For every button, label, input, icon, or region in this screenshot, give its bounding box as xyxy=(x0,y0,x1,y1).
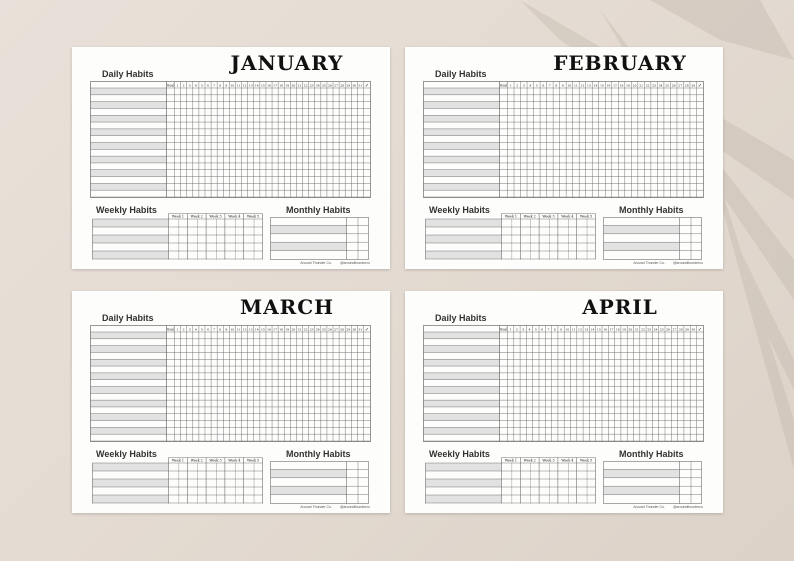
day-number: 24 xyxy=(658,83,663,88)
day-number: 9 xyxy=(560,327,563,332)
daily-habit-row[interactable] xyxy=(424,400,500,407)
day-number: 17 xyxy=(609,327,614,332)
daily-grid-svg xyxy=(423,325,704,442)
daily-habit-row[interactable] xyxy=(91,170,167,177)
day-number: 1 xyxy=(509,327,512,332)
monthly-habits-grid xyxy=(270,217,369,265)
day-number: 13 xyxy=(584,327,589,332)
day-number: 21 xyxy=(634,327,639,332)
day-number: 27 xyxy=(672,327,677,332)
day-number: 27 xyxy=(334,83,338,88)
sheet-january xyxy=(72,47,390,269)
day-number: 7 xyxy=(213,327,216,332)
day-number: 16 xyxy=(267,83,271,88)
day-number: 28 xyxy=(340,83,345,88)
day-number: 15 xyxy=(260,327,265,332)
day-number: 21 xyxy=(639,83,644,88)
day-number: 28 xyxy=(684,83,689,88)
day-number: 19 xyxy=(622,327,626,332)
day-number: 10 xyxy=(230,83,235,88)
daily-habit-row[interactable] xyxy=(91,414,167,421)
daily-habits-label: Daily Habits xyxy=(102,313,154,323)
day-number: 12 xyxy=(580,83,585,88)
weekly-habits-grid xyxy=(425,457,596,509)
day-number: 22 xyxy=(641,327,645,332)
daily-habit-row[interactable] xyxy=(91,387,167,394)
day-number: 4 xyxy=(194,83,197,88)
weekly-habit-row[interactable] xyxy=(93,235,169,243)
check-icon: ✓ xyxy=(364,83,370,89)
monthly-habit-row[interactable] xyxy=(604,469,680,477)
monthly-habit-row[interactable] xyxy=(604,225,680,233)
day-number: 23 xyxy=(647,327,652,332)
week-header: Week 1 xyxy=(504,458,517,463)
daily-habit-row[interactable] xyxy=(91,359,167,366)
day-number: 6 xyxy=(207,327,209,332)
week-header: Week 2 xyxy=(523,458,536,463)
day-number: 2 xyxy=(516,83,519,88)
day-number: 4 xyxy=(194,327,197,332)
daily-habit-row[interactable] xyxy=(91,115,167,122)
daily-habit-row[interactable] xyxy=(424,183,500,190)
day-number: 3 xyxy=(522,327,525,332)
day-number: 6 xyxy=(207,83,209,88)
day-number: 8 xyxy=(555,83,558,88)
day-number: 26 xyxy=(328,83,332,88)
day-number: 13 xyxy=(248,83,253,88)
day-number: 18 xyxy=(619,83,624,88)
monthly-grid-svg xyxy=(603,461,702,504)
day-number: 1 xyxy=(509,83,512,88)
day-number: 27 xyxy=(334,327,338,332)
day-number: 25 xyxy=(665,83,670,88)
daily-habit-row[interactable] xyxy=(424,143,500,150)
daily-habit-row[interactable] xyxy=(91,88,167,95)
weekly-habits-grid xyxy=(425,213,596,265)
daily-habit-row[interactable] xyxy=(91,129,167,136)
day-number: 5 xyxy=(200,327,203,332)
day-number: 20 xyxy=(291,83,296,88)
sheet-april xyxy=(405,291,723,513)
day-number: 17 xyxy=(273,83,278,88)
weekly-habit-row[interactable] xyxy=(426,479,502,487)
day-number: 29 xyxy=(346,83,351,88)
day-number: 31 xyxy=(358,327,363,332)
daily-habit-row[interactable] xyxy=(424,373,500,380)
week-header: Week 2 xyxy=(190,458,203,463)
daily-habit-row[interactable] xyxy=(424,414,500,421)
weekly-grid-svg xyxy=(425,457,596,504)
weekly-habit-row[interactable] xyxy=(426,235,502,243)
daily-habit-row[interactable] xyxy=(91,332,167,339)
weekly-habits-label: Weekly Habits xyxy=(429,205,490,215)
day-number: 30 xyxy=(352,83,357,88)
day-number: 9 xyxy=(561,83,564,88)
goal-header: Goal xyxy=(166,83,175,88)
day-number: 18 xyxy=(279,327,284,332)
monthly-habit-row[interactable] xyxy=(271,242,347,250)
day-number: 20 xyxy=(628,327,633,332)
day-number: 23 xyxy=(652,83,657,88)
brand-name: Around Thunder Co. xyxy=(300,261,332,265)
monthly-grid-svg xyxy=(270,461,369,504)
weekly-grid-svg xyxy=(425,213,596,260)
day-number: 29 xyxy=(346,327,351,332)
week-header: Week 2 xyxy=(190,214,203,219)
day-number: 19 xyxy=(285,327,290,332)
day-number: 1 xyxy=(176,83,179,88)
day-number: 21 xyxy=(297,327,302,332)
day-number: 12 xyxy=(242,327,247,332)
monthly-grid-svg xyxy=(603,217,702,260)
monthly-habit-row[interactable] xyxy=(271,225,347,233)
daily-grid-svg xyxy=(90,81,371,198)
check-icon: ✓ xyxy=(364,327,370,333)
day-number: 9 xyxy=(225,83,228,88)
day-number: 3 xyxy=(522,83,525,88)
daily-habits-grid xyxy=(90,325,371,447)
day-number: 17 xyxy=(613,83,617,88)
week-header: Week 4 xyxy=(228,458,241,463)
week-header: Week 2 xyxy=(523,214,536,219)
day-number: 13 xyxy=(248,327,253,332)
social-handle: @aroundthunderco xyxy=(672,505,703,509)
day-number: 14 xyxy=(254,327,259,332)
day-number: 25 xyxy=(321,83,326,88)
day-number: 20 xyxy=(632,83,637,88)
day-number: 9 xyxy=(225,327,228,332)
monthly-habit-row[interactable] xyxy=(604,486,680,494)
daily-habit-row[interactable] xyxy=(424,359,500,366)
day-number: 14 xyxy=(590,327,595,332)
day-number: 3 xyxy=(188,83,191,88)
week-header: Week 1 xyxy=(504,214,517,219)
daily-grid-svg xyxy=(90,325,371,442)
daily-habits-grid xyxy=(90,81,371,203)
daily-habits-label: Daily Habits xyxy=(435,69,487,79)
day-number: 11 xyxy=(236,327,241,332)
week-header: Week 4 xyxy=(561,458,574,463)
weekly-habits-label: Weekly Habits xyxy=(96,449,157,459)
day-number: 25 xyxy=(321,327,326,332)
day-number: 17 xyxy=(273,327,278,332)
weekly-habit-row[interactable] xyxy=(93,463,169,471)
brand-name: Around Thunder Co. xyxy=(300,505,332,509)
weekly-habit-row[interactable] xyxy=(93,219,169,227)
weekly-habit-row[interactable] xyxy=(93,479,169,487)
social-handle: @aroundthunderco xyxy=(672,261,703,265)
weekly-habits-label: Weekly Habits xyxy=(429,449,490,459)
month-title: FEBRUARY xyxy=(553,51,687,75)
day-number: 8 xyxy=(553,327,556,332)
day-number: 26 xyxy=(671,83,676,88)
weekly-grid-svg xyxy=(92,457,263,504)
monthly-habits-label: Monthly Habits xyxy=(619,205,684,215)
weekly-habit-row[interactable] xyxy=(93,495,169,503)
monthly-habits-label: Monthly Habits xyxy=(286,205,351,215)
daily-habits-grid xyxy=(423,325,704,447)
weekly-habit-row[interactable] xyxy=(426,495,502,503)
daily-habit-row[interactable] xyxy=(424,346,500,353)
daily-habits-label: Daily Habits xyxy=(435,313,487,323)
week-header: Week 3 xyxy=(542,458,555,463)
day-number: 18 xyxy=(279,83,284,88)
day-number: 24 xyxy=(315,327,320,332)
day-number: 24 xyxy=(653,327,658,332)
footer-credits xyxy=(629,505,703,509)
day-number: 30 xyxy=(691,327,696,332)
day-number: 3 xyxy=(188,327,191,332)
daily-habit-row[interactable] xyxy=(424,156,500,163)
day-number: 2 xyxy=(515,327,518,332)
daily-habit-row[interactable] xyxy=(424,332,500,339)
day-number: 30 xyxy=(352,327,357,332)
day-number: 5 xyxy=(200,83,203,88)
day-number: 22 xyxy=(303,83,308,88)
daily-habit-row[interactable] xyxy=(91,156,167,163)
weekly-grid-svg xyxy=(92,213,263,260)
day-number: 4 xyxy=(529,83,532,88)
day-number: 10 xyxy=(565,327,570,332)
week-header: Week 3 xyxy=(542,214,555,219)
day-number: 28 xyxy=(340,327,345,332)
day-number: 29 xyxy=(691,83,696,88)
daily-habit-row[interactable] xyxy=(424,115,500,122)
day-number: 14 xyxy=(254,83,259,88)
day-number: 16 xyxy=(606,83,611,88)
day-number: 2 xyxy=(182,327,185,332)
month-title: APRIL xyxy=(582,295,658,319)
day-number: 20 xyxy=(291,327,296,332)
weekly-habit-row[interactable] xyxy=(426,251,502,259)
goal-header: Goal xyxy=(499,83,508,88)
day-number: 8 xyxy=(219,327,222,332)
day-number: 10 xyxy=(230,327,235,332)
day-number: 13 xyxy=(587,83,591,88)
weekly-habit-row[interactable] xyxy=(426,463,502,471)
week-header: Week 5 xyxy=(580,458,593,463)
day-number: 14 xyxy=(593,83,598,88)
week-header: Week 5 xyxy=(247,214,260,219)
daily-habit-row[interactable] xyxy=(424,88,500,95)
day-number: 11 xyxy=(571,327,576,332)
daily-habit-row[interactable] xyxy=(91,183,167,190)
monthly-habit-row[interactable] xyxy=(271,469,347,477)
footer-credits xyxy=(296,505,370,509)
brand-name: Around Thunder Co. xyxy=(633,505,665,509)
day-number: 8 xyxy=(219,83,222,88)
day-number: 15 xyxy=(596,327,601,332)
day-number: 6 xyxy=(541,327,544,332)
social-handle: @aroundthunderco xyxy=(339,261,370,265)
week-header: Week 4 xyxy=(561,214,574,219)
monthly-habits-grid xyxy=(270,461,369,509)
day-number: 15 xyxy=(600,83,604,88)
day-number: 27 xyxy=(678,83,683,88)
day-number: 11 xyxy=(574,83,578,88)
footer-credits xyxy=(629,261,703,265)
day-number: 26 xyxy=(328,327,332,332)
daily-habit-row[interactable] xyxy=(91,143,167,150)
day-number: 10 xyxy=(567,83,572,88)
daily-habits-grid xyxy=(423,81,704,203)
daily-habit-row[interactable] xyxy=(91,346,167,353)
brand-name: Around Thunder Co. xyxy=(633,261,665,265)
day-number: 16 xyxy=(267,327,271,332)
daily-habit-row[interactable] xyxy=(424,102,500,109)
daily-grid-svg xyxy=(423,81,704,198)
day-number: 19 xyxy=(626,83,630,88)
daily-habit-row[interactable] xyxy=(424,170,500,177)
weekly-habits-grid xyxy=(92,213,263,265)
monthly-habit-row[interactable] xyxy=(271,486,347,494)
week-header: Week 3 xyxy=(209,214,222,219)
day-number: 2 xyxy=(182,83,185,88)
day-number: 28 xyxy=(678,327,683,332)
month-title: MARCH xyxy=(239,295,335,319)
weekly-habit-row[interactable] xyxy=(93,251,169,259)
day-number: 26 xyxy=(666,327,671,332)
daily-habit-row[interactable] xyxy=(424,427,500,434)
goal-header: Goal xyxy=(499,327,508,332)
day-number: 21 xyxy=(297,83,302,88)
daily-habit-row[interactable] xyxy=(91,102,167,109)
day-number: 1 xyxy=(176,327,179,332)
monthly-grid-svg xyxy=(270,217,369,260)
day-number: 19 xyxy=(285,83,290,88)
weekly-habit-row[interactable] xyxy=(426,219,502,227)
daily-habits-label: Daily Habits xyxy=(102,69,154,79)
day-number: 23 xyxy=(309,327,314,332)
week-header: Week 1 xyxy=(171,214,184,219)
day-number: 7 xyxy=(213,83,216,88)
week-header: Week 5 xyxy=(580,214,593,219)
day-number: 6 xyxy=(542,83,545,88)
daily-habit-row[interactable] xyxy=(91,400,167,407)
daily-habit-row[interactable] xyxy=(91,427,167,434)
day-number: 5 xyxy=(535,83,538,88)
day-number: 7 xyxy=(548,83,551,88)
day-number: 12 xyxy=(242,83,247,88)
day-number: 4 xyxy=(528,327,531,332)
sheet-february xyxy=(405,47,723,269)
day-number: 31 xyxy=(358,83,363,88)
daily-habit-row[interactable] xyxy=(424,129,500,136)
monthly-habit-row[interactable] xyxy=(604,242,680,250)
day-number: 23 xyxy=(309,83,314,88)
day-number: 25 xyxy=(659,327,664,332)
monthly-habits-label: Monthly Habits xyxy=(286,449,351,459)
sheet-march xyxy=(72,291,390,513)
monthly-habits-label: Monthly Habits xyxy=(619,449,684,459)
day-number: 29 xyxy=(685,327,689,332)
week-header: Week 4 xyxy=(228,214,241,219)
check-icon: ✓ xyxy=(697,83,703,89)
day-number: 5 xyxy=(534,327,537,332)
day-number: 12 xyxy=(578,327,582,332)
day-number: 15 xyxy=(260,83,265,88)
weekly-habits-grid xyxy=(92,457,263,509)
social-handle: @aroundthunderco xyxy=(339,505,370,509)
month-title: JANUARY xyxy=(230,51,344,75)
week-header: Week 5 xyxy=(247,458,260,463)
day-number: 11 xyxy=(236,83,241,88)
daily-habit-row[interactable] xyxy=(424,387,500,394)
day-number: 7 xyxy=(547,327,550,332)
goal-header: Goal xyxy=(166,327,175,332)
weekly-habits-label: Weekly Habits xyxy=(96,205,157,215)
week-header: Week 1 xyxy=(171,458,184,463)
day-number: 22 xyxy=(303,327,308,332)
daily-habit-row[interactable] xyxy=(91,373,167,380)
monthly-habits-grid xyxy=(603,461,702,509)
week-header: Week 3 xyxy=(209,458,222,463)
day-number: 22 xyxy=(645,83,650,88)
day-number: 18 xyxy=(615,327,620,332)
day-number: 16 xyxy=(603,327,608,332)
footer-credits xyxy=(296,261,370,265)
monthly-habits-grid xyxy=(603,217,702,265)
day-number: 24 xyxy=(315,83,320,88)
check-icon: ✓ xyxy=(697,327,703,333)
